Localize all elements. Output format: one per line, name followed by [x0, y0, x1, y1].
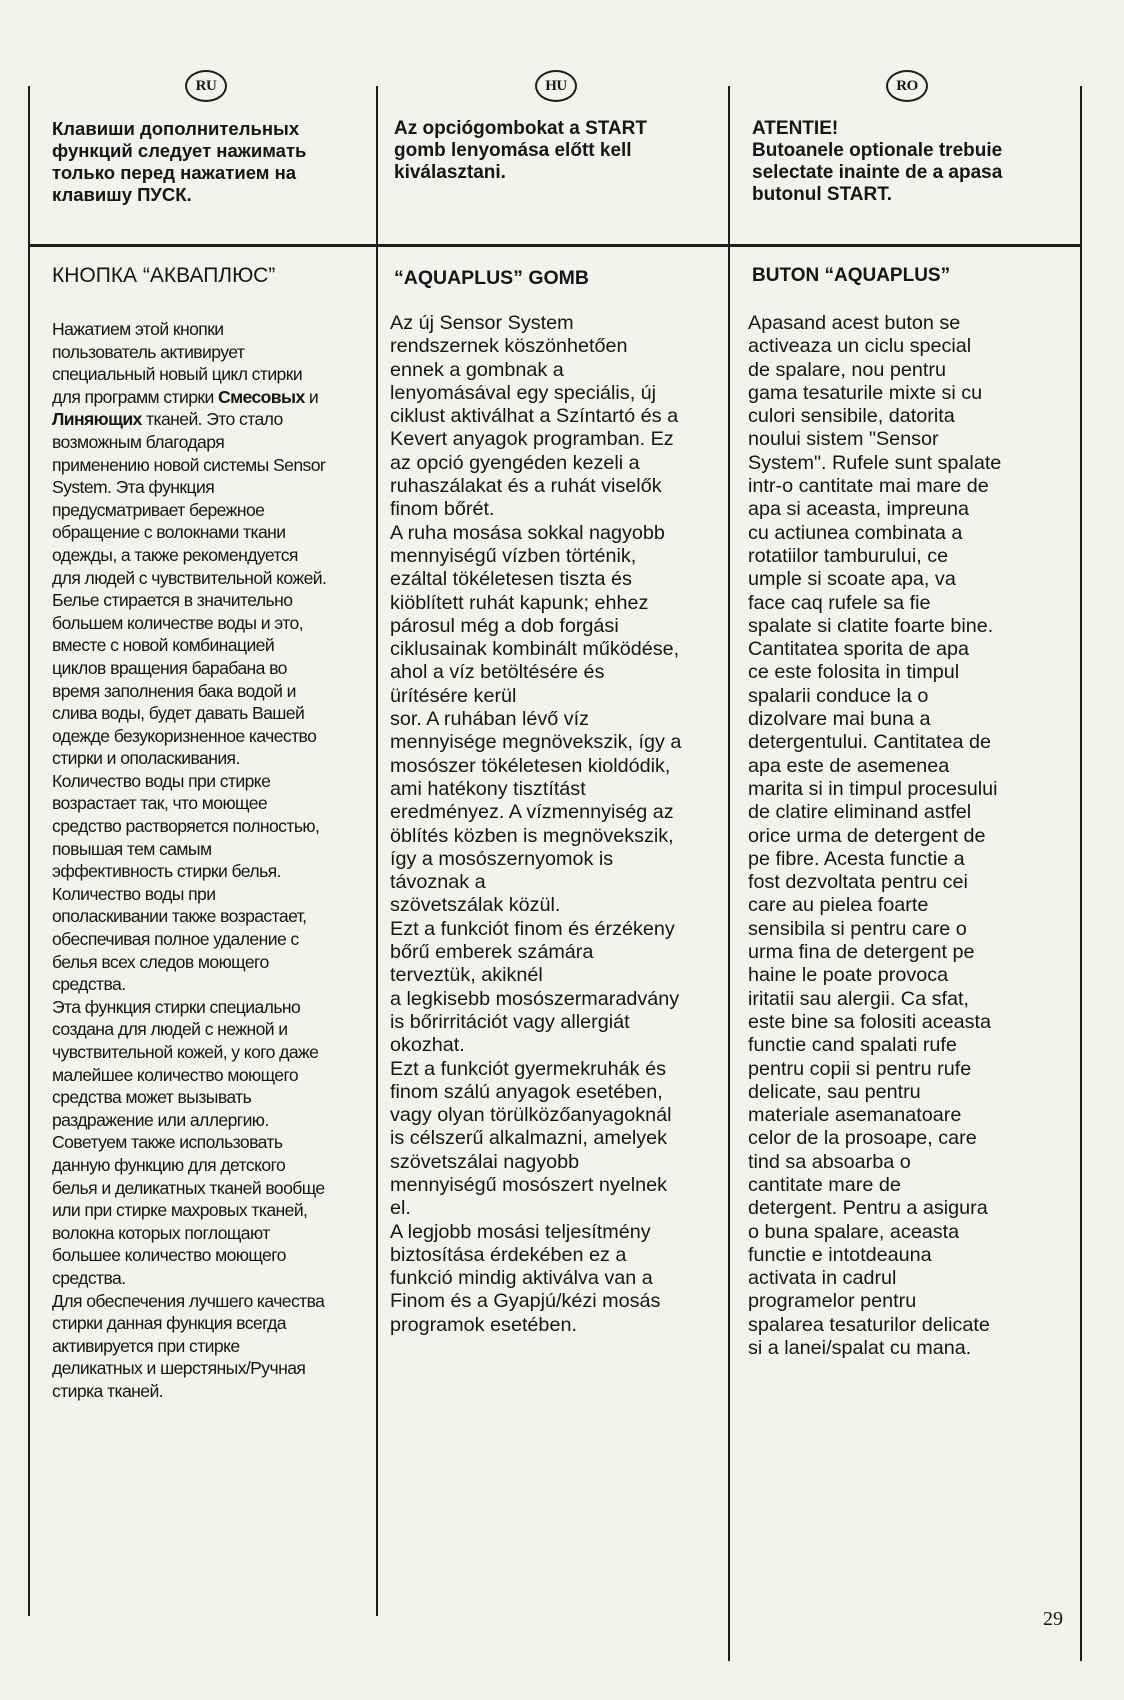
body-line: волокна которых поглощают — [52, 1222, 270, 1243]
body-line: Количество воды при — [52, 883, 216, 904]
body-line: apa si aceasta, impreuna — [748, 498, 970, 521]
body-line: ce este folosita in timpul — [748, 661, 960, 684]
body-line: szövetszálak közül. — [390, 894, 561, 917]
body-line: spalarea tesaturilor delicate — [748, 1313, 990, 1336]
body-line: System. Эта функция — [52, 477, 215, 498]
warning-ro — [752, 118, 1077, 206]
warning-line: только перед нажатием на — [52, 162, 297, 183]
body-line: spalate si clatite foarte bine. — [748, 614, 994, 637]
body-line: programok esetében. — [390, 1313, 577, 1336]
body-line: Az új Sensor System — [390, 312, 574, 334]
body-line: umple si scoate apa, va — [748, 568, 956, 591]
body-line: стирки и ополаскивания. — [52, 748, 240, 769]
body-line: si a lanei/spalat cu mana. — [748, 1337, 972, 1360]
body-line: párosul még a dob forgási — [390, 614, 619, 637]
body-line: care au pielea foarte — [748, 894, 929, 917]
body-line: A legjobb mosási teljesítmény — [390, 1220, 651, 1243]
body-line: Количество воды при стирке — [52, 770, 271, 791]
header-divider — [30, 244, 1082, 247]
section-heading-hu: “AQUAPLUS” GOMB — [394, 267, 589, 289]
language-badge-ru: RU — [185, 70, 227, 102]
column-divider-left — [28, 86, 30, 1616]
section-heading-ru: КНОПКА “АКВАПЛЮС” — [52, 264, 276, 287]
body-line: bőrű emberek számára — [390, 941, 594, 964]
body-line: is bőrirritációt vagy allergiát — [390, 1010, 630, 1033]
body-line: повышая тем самым — [52, 838, 212, 859]
body-line: средства. — [52, 1267, 126, 1288]
body-line: Cantitatea sporita de apa — [748, 638, 970, 661]
body-line: белья и деликатных тканей вообще — [52, 1177, 325, 1198]
body-line: este bine sa folositi aceasta — [748, 1010, 992, 1033]
body-line: biztosítása érdekében ez a — [390, 1243, 627, 1266]
body-line: Эта функция стирки специально — [52, 996, 301, 1017]
body-line: возможным благодаря — [52, 431, 225, 452]
body-line: обеспечивая полное удаление с — [52, 929, 299, 950]
body-line: de clatire eliminand astfel — [748, 801, 972, 824]
body-line: или при стирке махровых тканей, — [52, 1200, 308, 1221]
body-line: пользователь активирует — [52, 341, 245, 362]
body-line: для людей с чувствительной кожей. — [52, 567, 327, 588]
body-line: sensibila si pentru care o — [748, 917, 967, 940]
body-line: ahol a víz betöltésére és — [390, 661, 605, 684]
body-line: System". Rufele sunt spalate — [748, 451, 1002, 474]
body-line: ennek a gombnak a — [390, 358, 564, 381]
body-line: finom szálú anyagok esetében, — [390, 1080, 663, 1103]
body-line: слива воды, будет давать Вашей — [52, 703, 305, 724]
warning-line: selectate inainte de a apasa — [752, 162, 1003, 183]
body-line: szövetszálai nagyobb — [390, 1150, 580, 1173]
body-line: is célszerű alkalmazni, amelyek — [390, 1127, 668, 1150]
body-line: rotatiilor tamburului, ce — [748, 544, 949, 567]
body-text-ro — [748, 312, 1078, 1360]
body-line: Нажатием этой кнопки — [52, 319, 224, 339]
body-text-ru — [52, 318, 382, 1403]
body-line: средства. — [52, 974, 126, 995]
body-line: mosószer tökéletesen kioldódik, — [390, 754, 671, 777]
body-line: programelor pentru — [748, 1290, 917, 1313]
body-line: spalarii conduce la o — [748, 684, 929, 707]
body-text-hu — [390, 312, 725, 1337]
page-number: 29 — [1043, 1608, 1063, 1630]
body-line: apa este de asemenea — [748, 754, 950, 777]
body-line: orice urma de detergent de — [748, 824, 986, 847]
body-line: eredményez. A vízmennyiség az — [390, 801, 674, 824]
body-line: vagy olyan törülközőanyagoknál — [390, 1104, 672, 1127]
body-line: a legkisebb mosószermaradvány — [390, 987, 680, 1010]
warning-line: Az opciógombokat a START — [394, 118, 647, 139]
column-divider-2 — [728, 86, 730, 1661]
body-line: применению новой системы Sensor — [52, 454, 326, 475]
warning-line: ATENTIE! — [752, 118, 839, 139]
body-line: чувствительной кожей, у кого даже — [52, 1042, 319, 1062]
body-line: celor de la prosoape, care — [748, 1127, 977, 1150]
body-line: az opció gyengéden kezeli a — [390, 451, 640, 474]
body-line: специальный новый цикл стирки — [52, 364, 303, 385]
body-line: de spalare, nou pentru — [748, 358, 946, 381]
warning-line: gomb lenyomása előtt kell — [394, 140, 632, 161]
body-line: activeaza un ciclu special — [748, 335, 972, 358]
body-line: urma fina de detergent pe — [748, 941, 975, 964]
body-line: gama tesaturile mixte si cu — [748, 381, 983, 404]
body-line: face caq rufele sa fie — [748, 591, 931, 614]
body-line: mennyisége megnövekszik, így a — [390, 731, 682, 754]
body-line: одежды, а также рекомендуется — [52, 544, 298, 565]
body-line: стирки данная функция всегда — [52, 1313, 286, 1334]
body-line: ruhaszálakat és a ruhát viselők — [390, 475, 662, 498]
body-line: Apasand acest buton se — [748, 312, 961, 334]
body-line: mennyiségű mosószert nyelnek — [390, 1173, 668, 1196]
warning-ru — [52, 118, 372, 206]
warning-line: клавишу ПУСК. — [52, 184, 192, 205]
body-line: A ruha mosása sokkal nagyobb — [390, 521, 665, 544]
body-line: lenyomásával egy speciális, új — [390, 381, 657, 404]
body-line: kiöblített ruhát kapunk; ehhez — [390, 591, 649, 614]
body-line: циклов вращения барабана во — [52, 657, 287, 678]
body-line: Линяющих тканей. Это стало — [52, 409, 283, 430]
body-line: ami hatékony tisztítást — [390, 777, 586, 800]
body-line: большее количество моющего — [52, 1245, 286, 1266]
body-line: noului sistem "Sensor — [748, 428, 939, 451]
body-line: ezáltal tökéletesen tiszta és — [390, 568, 632, 591]
body-line: вместе с новой комбинацией — [52, 635, 275, 656]
body-line: большем количестве воды и это, — [52, 612, 303, 633]
body-line: marita si in timpul procesului — [748, 777, 998, 800]
body-line: Finom és a Gyapjú/kézi mosás — [390, 1290, 661, 1313]
body-line: возрастает так, что моющее — [52, 793, 268, 814]
body-line: pentru copii si pentru rufe — [748, 1057, 972, 1080]
body-line: ополаскивании также возрастает, — [52, 906, 307, 927]
body-line: стирка тканей. — [52, 1380, 163, 1401]
body-line: время заполнения бака водой и — [52, 680, 296, 701]
body-line: создана для людей с нежной и — [52, 1019, 288, 1040]
body-line: tind sa absoarba o — [748, 1150, 911, 1173]
body-line: fost dezvoltata pentru cei — [748, 871, 968, 894]
body-line: iritatii sau alergii. Ca sfat, — [748, 987, 969, 1010]
body-line: el. — [390, 1197, 411, 1220]
body-line: cu actiunea combinata a — [748, 521, 963, 544]
body-line: cantitate mare de — [748, 1173, 901, 1196]
body-line: culori sensibile, datorita — [748, 405, 955, 428]
body-line: funkció mindig aktiválva van a — [390, 1267, 653, 1290]
body-line: средство растворяется полностью, — [52, 816, 320, 837]
body-line: деликатных и шерстяных/Ручная — [52, 1358, 306, 1379]
warning-line: Butoanele optionale trebuie — [752, 140, 1003, 161]
body-line: средства может вызывать — [52, 1087, 252, 1108]
body-line: для программ стирки Смесовых и — [52, 386, 319, 407]
body-line: Белье стирается в значительно — [52, 590, 293, 611]
body-line: эффективность стирки белья. — [52, 861, 281, 882]
body-line: одежде безукоризненное качество — [52, 725, 317, 746]
body-line: detergentului. Cantitatea de — [748, 731, 992, 754]
body-line: данную функцию для детского — [52, 1154, 286, 1175]
warning-hu — [394, 118, 724, 184]
body-line: Советуем также использовать — [52, 1132, 283, 1153]
body-line: ürítésére kerül — [390, 684, 517, 707]
body-line: functie e intotdeauna — [748, 1243, 932, 1266]
body-line: detergent. Pentru a asigura — [748, 1197, 988, 1220]
body-line: активируется при стирке — [52, 1335, 240, 1356]
body-line: activata in cadrul — [748, 1267, 897, 1290]
body-line: Ezt a funkciót finom és érzékeny — [390, 917, 675, 940]
warning-line: функций следует нажимать — [52, 140, 307, 161]
body-line: materiale asemanatoare — [748, 1104, 962, 1127]
body-line: öblítés közben is megnövekszik, — [390, 824, 674, 847]
body-line: ciklust aktiválhat a Színtartó és a — [390, 405, 679, 428]
body-line: rendszernek köszönhetően — [390, 335, 628, 358]
body-line: mennyiségű vízben történik, — [390, 544, 637, 567]
body-line: haine le poate provoca — [748, 964, 949, 987]
body-line: Ezt a funkciót gyermekruhák és — [390, 1057, 666, 1080]
body-line: Kevert anyagok programban. Ez — [390, 428, 674, 451]
body-line: intr-o cantitate mai mare de — [748, 475, 989, 498]
body-line: обращение с волокнами ткани — [52, 522, 286, 543]
body-line: távoznak a — [390, 871, 486, 894]
body-line: раздражение или аллергию. — [52, 1109, 269, 1130]
body-line: предусматривает бережное — [52, 499, 265, 520]
body-line: delicate, sau pentru — [748, 1080, 921, 1103]
body-line: o buna spalare, aceasta — [748, 1220, 960, 1243]
warning-line: butonul START. — [752, 184, 893, 205]
body-line: sor. A ruhában lévő víz — [390, 708, 590, 731]
body-line: terveztük, akiknél — [390, 964, 543, 987]
section-heading-ro: BUTON “AQUAPLUS” — [752, 265, 951, 286]
body-line: okozhat. — [390, 1034, 465, 1057]
body-line: белья всех следов моющего — [52, 951, 269, 972]
body-line: Для обеспечения лучшего качества — [52, 1290, 325, 1311]
body-line: малейшее количество моющего — [52, 1064, 299, 1085]
language-badge-hu: HU — [535, 70, 577, 102]
warning-line: Клавиши дополнительных — [52, 118, 300, 139]
body-line: ciklusainak kombinált működése, — [390, 638, 680, 661]
language-badge-ro: RO — [886, 70, 928, 102]
body-line: pe fibre. Acesta functie a — [748, 847, 965, 870]
body-line: dizolvare mai buna a — [748, 708, 931, 731]
warning-line: kiválasztani. — [394, 162, 506, 183]
body-line: finom bőrét. — [390, 498, 495, 521]
column-divider-right — [1080, 86, 1082, 1661]
body-line: functie cand spalati rufe — [748, 1034, 957, 1057]
body-line: így a mosószernyomok is — [390, 847, 614, 870]
